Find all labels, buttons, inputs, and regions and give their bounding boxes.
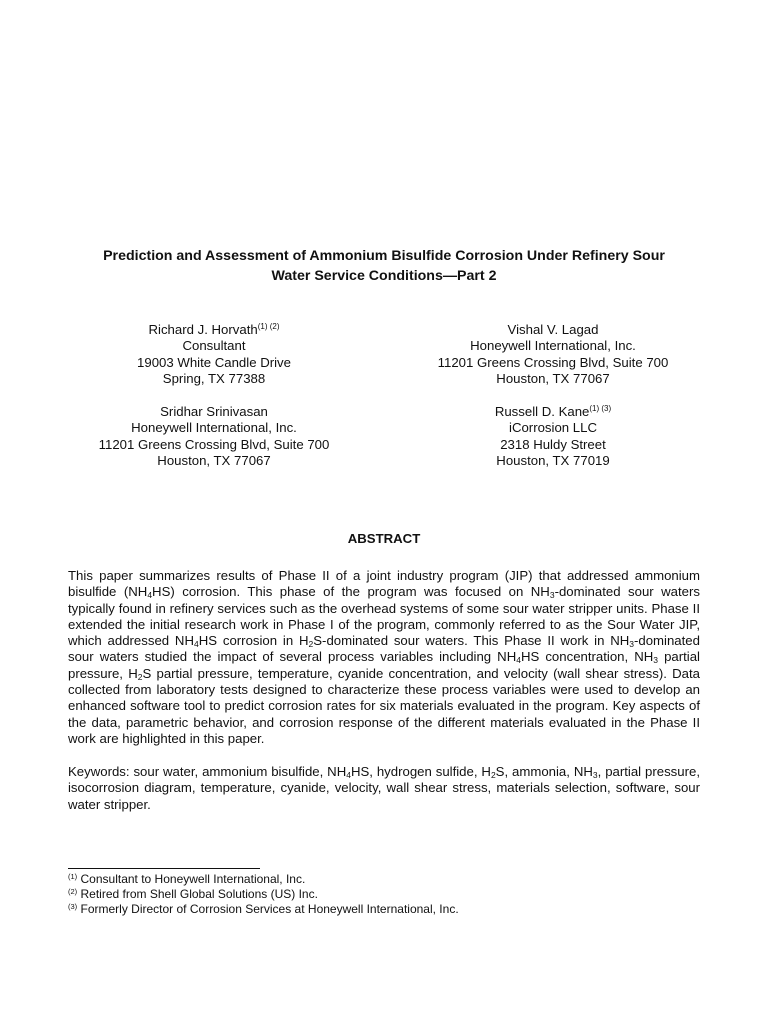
author-block bbox=[403, 404, 703, 469]
author-footnote-marks: (1) (2) bbox=[257, 322, 280, 331]
footnote: $^{(1)}$ Consultant to Honeywell International, Inc. bbox=[68, 872, 306, 886]
title-line-2: Water Service Conditions—Part 2 bbox=[271, 268, 497, 284]
abstract-heading: ABSTRACT bbox=[347, 531, 421, 546]
author-address: 11201 Greens Crossing Blvd, Suite 700 bbox=[98, 436, 330, 452]
footnote: $^{(3)}$ Formerly Director of Corrosion Services at Honeywell International, Inc. bbox=[68, 902, 459, 917]
author-address: 11201 Greens Crossing Blvd, Suite 700 bbox=[437, 354, 669, 370]
footnote: $^{(2)}$ Retired from Shell Global Solutions (US) Inc. bbox=[68, 887, 318, 902]
author-footnote-marks: (1) (3) bbox=[589, 404, 612, 413]
author-city: Spring, TX 77388 bbox=[162, 370, 266, 386]
title-line-1: Prediction and Assessment of Ammonium Bisulfide Corrosion Under Refinery Sour bbox=[103, 248, 665, 264]
author-address: 19003 White Candle Drive bbox=[137, 354, 291, 370]
author-city: Houston, TX 77067 bbox=[496, 370, 610, 386]
author-affiliation: Honeywell International, Inc. bbox=[131, 420, 297, 436]
author-block bbox=[64, 404, 364, 469]
footnotes bbox=[68, 872, 708, 918]
author-name: Richard J. Horvath bbox=[148, 322, 258, 337]
author-affiliation: iCorrosion LLC bbox=[509, 420, 597, 436]
author-affiliation: Consultant bbox=[182, 338, 246, 354]
author-city: Houston, TX 77067 bbox=[157, 452, 271, 468]
author-address: 2318 Huldy Street bbox=[500, 436, 606, 452]
author-name: Sridhar Srinivasan bbox=[160, 404, 268, 419]
author-name: Russell D. Kane bbox=[494, 404, 590, 419]
paper-title bbox=[60, 246, 708, 286]
keywords-paragraph: Keywords: sour water, ammonium bisulfide, $NH_4HS$, hydrogen sulfide, $H_2S$, ammonia, $NH_3$, partial pressure, isocorrosion diagram, temperature, cyanide, velocity, wall shear stress, materials selection, software, sour water stripper. bbox=[68, 764, 700, 812]
author-city: Houston, TX 77019 bbox=[496, 452, 610, 468]
author-block bbox=[403, 322, 703, 387]
abstract-paragraph: This paper summarizes results of Phase II of a joint industry program (JIP) that addressed ammonium bisulfide $(NH_4HS)$ corrosion. This phase of the program was focused on $NH_3$-dominated sour waters typically found in refinery services such as the overhead systems of some sour water stripper units. Phase II extended the initial research work in Phase I of the program, commonly referred to as the Sour Water JIP, which addressed $NH_4HS$ corrosion in $H_2S$-dominated sour waters. This Phase II work in $NH_3$-dominated sour waters studied the impact of several process variables including $NH_4HS$ concentration, $NH_3$ partial pressure, $H_2S$ partial pressure, temperature, cyanide concentration, and velocity (wall shear stress). Data collected from laboratory tests designed to characterize these process variables were used to develop an enhanced software tool to predict corrosion rates for six materials evaluated in the program. Key aspects of the data, parametric behavior, and corrosion response of the different materials evaluated in the Phase II work are highlighted in this paper. bbox=[68, 568, 700, 746]
footnote-separator bbox=[68, 868, 260, 869]
author-name: Vishal V. Lagad bbox=[507, 322, 599, 337]
author-affiliation: Honeywell International, Inc. bbox=[470, 338, 636, 354]
author-block bbox=[64, 322, 364, 387]
